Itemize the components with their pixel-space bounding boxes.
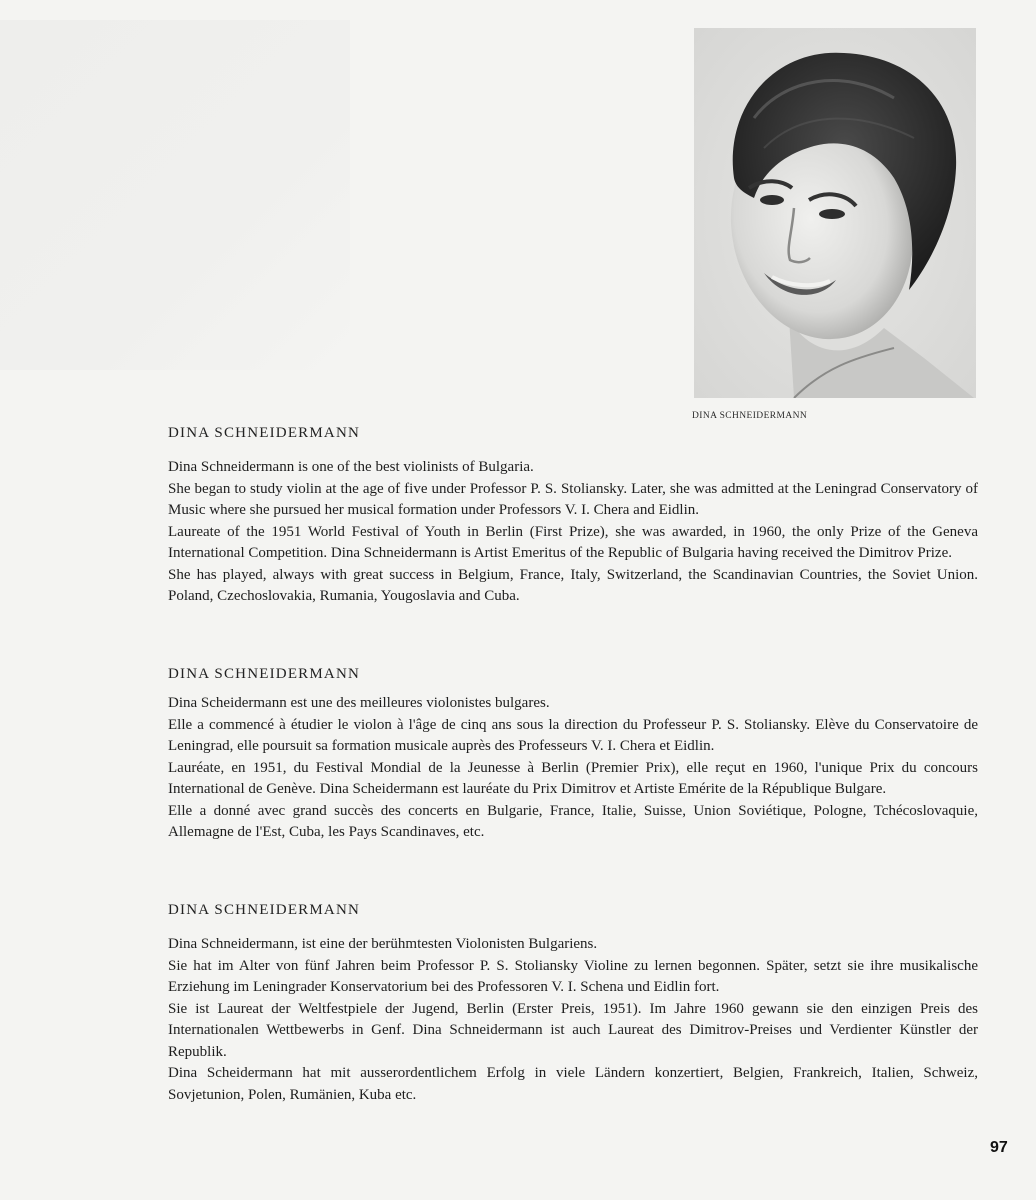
paragraph: She began to study violin at the age of five under Professor P. S. Stoliansky. Later, she was admitted at the Leningrad Conservatory of Music where she pursued her musical formation under Professors V. I. Chera and Eidlin. bbox=[168, 480, 978, 518]
paragraph: Sie hat im Alter von fünf Jahren beim Professor P. S. Stoliansky Violine zu lernen begonnen. Später, setzt sie ihre musikalische Erziehung im Leningrader Konservatorium bei des Professoren V. I. Schena und Eidlin fort. bbox=[168, 957, 978, 995]
paragraph: Dina Scheidermann est une des meilleures violonistes bulgares. bbox=[168, 695, 550, 711]
section-heading: DINA SCHNEIDERMANN bbox=[168, 902, 361, 918]
section-french bbox=[168, 666, 978, 844]
page-number: 97 bbox=[990, 1139, 1008, 1156]
paragraph: Lauréate, en 1951, du Festival Mondial de la Jeunesse à Berlin (Premier Prix), elle reçut en 1960, l'unique Prix du concours International de Genève. Dina Scheidermann est lauréate du Prix Dimitrov et Artiste Emérite de la République Bulgare. bbox=[168, 759, 978, 797]
paragraph: Elle a donné avec grand succès des concerts en Bulgarie, France, Italie, Suisse, Union Soviétique, Pologne, Tchécoslovaquie, Allemagne de l'Est, Cuba, les Pays Scandinaves, etc. bbox=[168, 802, 978, 840]
section-english bbox=[168, 425, 978, 608]
section-heading: DINA SCHNEIDERMANN bbox=[168, 666, 361, 682]
paragraph: Sie ist Laureat der Weltfestpiele der Jugend, Berlin (Erster Preis, 1951). Im Jahre 1960 gewann sie den einzigen Preis des Internationalen Wettbewerbs in Genf. Dina Schneidermann ist auch Laureat des Dimitrov-Preises und Verdienter Künstler der Republik. bbox=[168, 1000, 978, 1060]
paragraph: Laureate of the 1951 World Festival of Youth in Berlin (First Prize), she was awarded, in 1960, the only Prize of the Geneva International Competition. Dina Schneidermann is Artist Emeritus of the Republic of Bulgaria having received the Dimitrov Prize. bbox=[168, 523, 978, 561]
section-german bbox=[168, 902, 978, 1106]
paragraph: Dina Schneidermann, ist eine der berühmtesten Violonisten Bulgariens. bbox=[168, 936, 598, 952]
portrait-photo bbox=[694, 28, 976, 398]
section-heading: DINA SCHNEIDERMANN bbox=[168, 425, 361, 441]
paragraph: Elle a commencé à étudier le violon à l'âge de cinq ans sous la direction du Professeur P. S. Stoliansky. Elève du Conservatoire de Leningrad, elle poursuit sa formation musicale auprès des Professeurs V. I. Chera et Eidlin. bbox=[168, 716, 978, 754]
paragraph: She has played, always with great success in Belgium, France, Italy, Switzerland, the Scandinavian Countries, the Soviet Union. Poland, Czechoslovakia, Rumania, Yougoslavia and Cuba. bbox=[168, 566, 978, 604]
bleed-through-shadow bbox=[0, 20, 350, 370]
paragraph: Dina Schneidermann is one of the best violinists of Bulgaria. bbox=[168, 459, 534, 475]
paragraph: Dina Scheidermann hat mit ausserordentlichem Erfolg in viele Ländern konzertiert, Belgien, Frankreich, Italien, Schweiz, Sovjetunion, Polen, Rumänien, Kuba etc. bbox=[168, 1065, 978, 1103]
photo-caption: DINA SCHNEIDERMANN bbox=[692, 411, 808, 421]
